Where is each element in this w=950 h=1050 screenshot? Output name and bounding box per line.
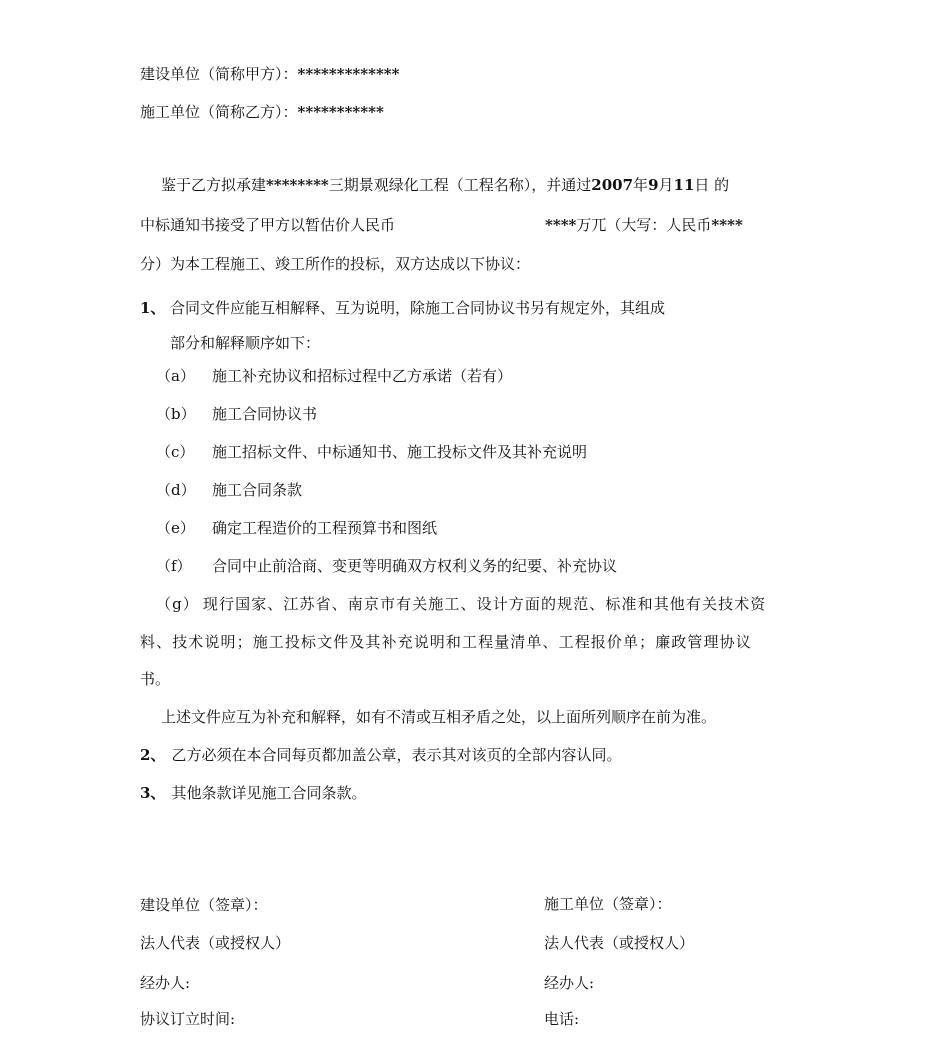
clause-text: 乙方必须在本合同每页都加盖公章，表示其对该页的全部内容认同。 <box>171 746 622 764</box>
item-text: 施工补充协议和招标过程中乙方承诺（若有） <box>212 367 513 385</box>
left-rep-label: 法人代表（或授权人） <box>140 934 291 952</box>
date-unit: 月 <box>658 176 674 194</box>
clause-1-note <box>161 707 716 727</box>
left-handler-label: 经办人: <box>140 974 191 992</box>
clause-number: 2、 <box>140 746 166 764</box>
right-rep-label: 法人代表（或授权人） <box>544 934 695 952</box>
intro-text: 鉴于乙方拟承建 <box>161 176 267 194</box>
item-text: 施工合同协议书 <box>212 405 318 423</box>
right-seal-label: 施工单位（签章）： <box>544 895 672 913</box>
left-date-label: 协议订立时间: <box>140 1010 236 1028</box>
clause-text: 合同文件应能互相解释、互为说明，除施工合同协议书另有规定外，其组成 <box>170 299 666 317</box>
intro-text: 分）为本工程施工、竣工所作的投标，双方达成以下协议： <box>140 255 531 273</box>
party-b-label: 施工单位（简称乙方）： <box>140 103 298 121</box>
list-item-d <box>156 480 302 500</box>
item-mark: （e） <box>156 519 195 537</box>
clause-2 <box>140 745 621 765</box>
list-item-c <box>156 442 587 462</box>
intro-text: 中标通知书接受了甲方以暂估价人民币 <box>140 216 396 234</box>
amount-words-masked: **** <box>711 216 743 234</box>
list-item-g <box>156 594 766 614</box>
clause-number: 1、 <box>140 299 166 317</box>
party-b-line <box>140 102 384 122</box>
clause-note: 上述文件应互为补充和解释，如有不清或互相矛盾之处，以上面所列顺序在前为准。 <box>161 708 717 726</box>
party-a-value: ************* <box>297 65 400 83</box>
intro-line-3 <box>140 254 530 274</box>
intro-line-2b <box>545 215 743 235</box>
right-handler-label: 经办人: <box>544 974 595 992</box>
list-item-b <box>156 404 317 424</box>
item-text: 确定工程造价的工程预算书和图纸 <box>212 519 438 537</box>
right-phone-label: 电话: <box>544 1010 580 1028</box>
item-text: 书。 <box>140 670 171 688</box>
list-item-e <box>156 518 437 538</box>
party-a-label: 建设单位（简称甲方）： <box>140 65 298 83</box>
clause-text: 部分和解释顺序如下： <box>170 334 321 352</box>
clause-number: 3、 <box>140 784 166 802</box>
party-a-line <box>140 64 400 84</box>
left-seal-label: 建设单位（签章）： <box>140 896 268 914</box>
list-item-f <box>156 556 617 576</box>
notice-day: 11 <box>673 176 695 194</box>
intro-line-1 <box>161 175 729 195</box>
notice-year: 2007 <box>591 176 634 194</box>
item-text: 现行国家、江苏省、南京市有关施工、设计方面的规范、标准和其他有关技术资 <box>202 595 767 613</box>
clause-1-heading <box>140 298 165 318</box>
list-item-a <box>156 366 512 386</box>
list-item-g-cont-1 <box>140 632 752 652</box>
list-item-g-cont-2 <box>140 669 170 689</box>
date-unit: 日 的 <box>694 176 730 194</box>
item-text: 合同中止前洽商、变更等明确双方权利义务的纪要、补充协议 <box>212 557 618 575</box>
party-b-value: *********** <box>297 103 384 121</box>
intro-text: 三期景观绿化工程（工程名称），并通过 <box>328 176 592 194</box>
item-mark: （a） <box>156 367 195 385</box>
item-mark: （f） <box>156 557 192 575</box>
intro-line-2a <box>140 215 395 235</box>
clause-1-text-cont <box>170 333 320 353</box>
item-mark: （b） <box>156 405 196 423</box>
item-mark: （g） <box>156 595 199 613</box>
notice-month: 9 <box>648 176 659 194</box>
item-text: 施工招标文件、中标通知书、施工投标文件及其补充说明 <box>212 443 588 461</box>
item-mark: （c） <box>156 443 195 461</box>
project-name-masked: ******** <box>266 176 329 194</box>
item-mark: （d） <box>156 481 196 499</box>
item-text: 施工合同条款 <box>212 481 303 499</box>
item-text: 料、技术说明；施工投标文件及其补充说明和工程量清单、工程报价单；廉政管理协议 <box>140 633 752 651</box>
clause-text: 其他条款详见施工合同条款。 <box>171 784 367 802</box>
clause-3 <box>140 783 366 803</box>
amount-masked: **** <box>545 216 577 234</box>
intro-text: 万兀（大写：人民币 <box>576 216 712 234</box>
clause-1-text <box>170 298 665 318</box>
date-unit: 年 <box>633 176 649 194</box>
